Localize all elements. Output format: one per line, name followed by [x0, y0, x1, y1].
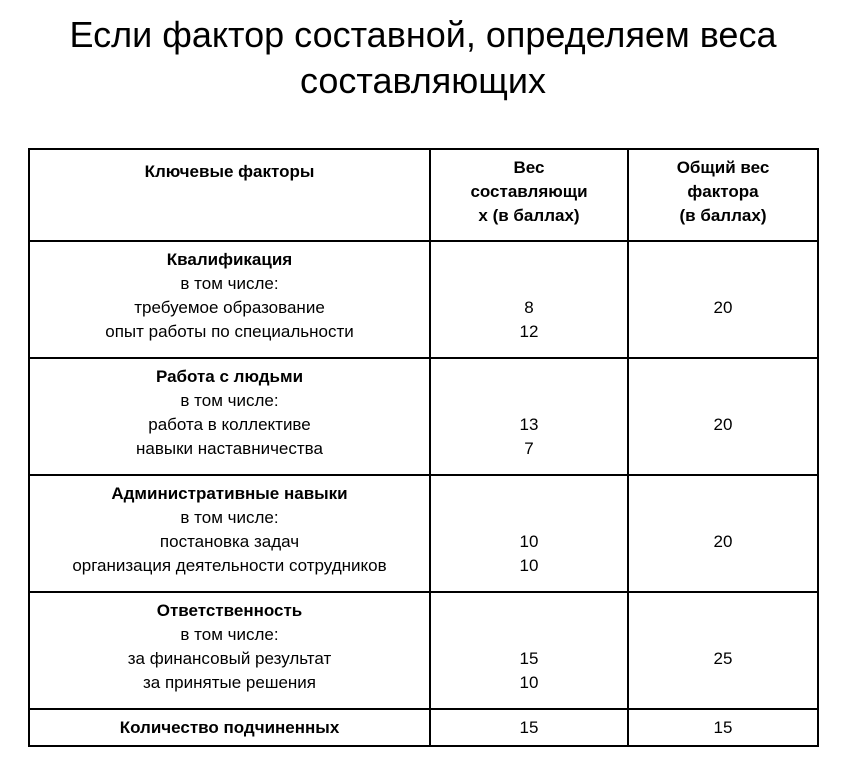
including-label: в том числе:: [180, 274, 279, 293]
component-name: за финансовый результат: [127, 649, 332, 668]
component-weight: 10: [519, 556, 539, 575]
title-line-1: Если фактор составной, определяем веса: [69, 14, 777, 55]
component-weight: 10: [519, 532, 539, 551]
total-weight-cell: [628, 709, 818, 746]
total-weight: 25: [713, 649, 733, 668]
component-weights-cell: [430, 241, 628, 358]
total-weight: 20: [713, 415, 733, 434]
total-weight-cell: [628, 475, 818, 592]
component-weights-cell: [430, 592, 628, 709]
component-name: за принятые решения: [143, 673, 316, 692]
header-total-weight: [628, 149, 818, 241]
header-component-weight-line: составляющи: [470, 182, 588, 201]
component-weight: 15: [519, 717, 539, 737]
header-total-weight-line: Общий вес: [676, 158, 770, 177]
factor-cell: [29, 592, 430, 709]
component-weight: 15: [519, 649, 539, 668]
factor-name: Административные навыки: [111, 484, 348, 503]
page-title: [0, 12, 846, 104]
title-line-2: составляющих: [299, 60, 547, 101]
component-weights-cell: [430, 358, 628, 475]
table-row-qualification: [29, 241, 818, 358]
header-component-weight-line: Вес: [513, 158, 545, 177]
component-name: организация деятельности сотрудников: [72, 556, 387, 575]
table-row-people-work: [29, 358, 818, 475]
table-header-row: [29, 149, 818, 241]
component-weight: 8: [524, 298, 534, 317]
total-weight: 20: [713, 298, 733, 317]
total-weight: 15: [713, 717, 733, 737]
including-label: в том числе:: [180, 391, 279, 410]
component-name: требуемое образование: [134, 298, 325, 317]
factor-weights-table: [28, 148, 819, 747]
total-weight: 20: [713, 532, 733, 551]
component-weights-cell: [430, 475, 628, 592]
including-label: в том числе:: [180, 508, 279, 527]
header-component-weight: [430, 149, 628, 241]
component-name: работа в коллективе: [148, 415, 311, 434]
header-total-weight-line: фактора: [687, 182, 759, 201]
factor-name: Квалификация: [166, 250, 293, 269]
factor-cell: [29, 709, 430, 746]
table-row-subordinates: [29, 709, 818, 746]
component-weights-cell: [430, 709, 628, 746]
component-weight: 7: [524, 439, 534, 458]
table-row-responsibility: [29, 592, 818, 709]
component-name: постановка задач: [159, 532, 300, 551]
component-weight: 13: [519, 415, 539, 434]
component-name: опыт работы по специальности: [105, 322, 354, 341]
header-key-factors: Ключевые факторы: [29, 149, 430, 241]
factor-cell: [29, 475, 430, 592]
factor-name: Работа с людьми: [155, 367, 304, 386]
factor-name: Количество подчиненных: [119, 717, 340, 737]
component-weight: 10: [519, 673, 539, 692]
factor-cell: [29, 358, 430, 475]
header-total-weight-line: (в баллах): [679, 206, 767, 225]
factor-name: Ответственность: [156, 601, 303, 620]
header-component-weight-line: х (в баллах): [478, 206, 580, 225]
total-weight-cell: [628, 592, 818, 709]
component-name: навыки наставничества: [136, 439, 323, 458]
factor-cell: [29, 241, 430, 358]
including-label: в том числе:: [180, 625, 279, 644]
total-weight-cell: [628, 241, 818, 358]
total-weight-cell: [628, 358, 818, 475]
table-row-admin-skills: [29, 475, 818, 592]
component-weight: 12: [519, 322, 539, 341]
